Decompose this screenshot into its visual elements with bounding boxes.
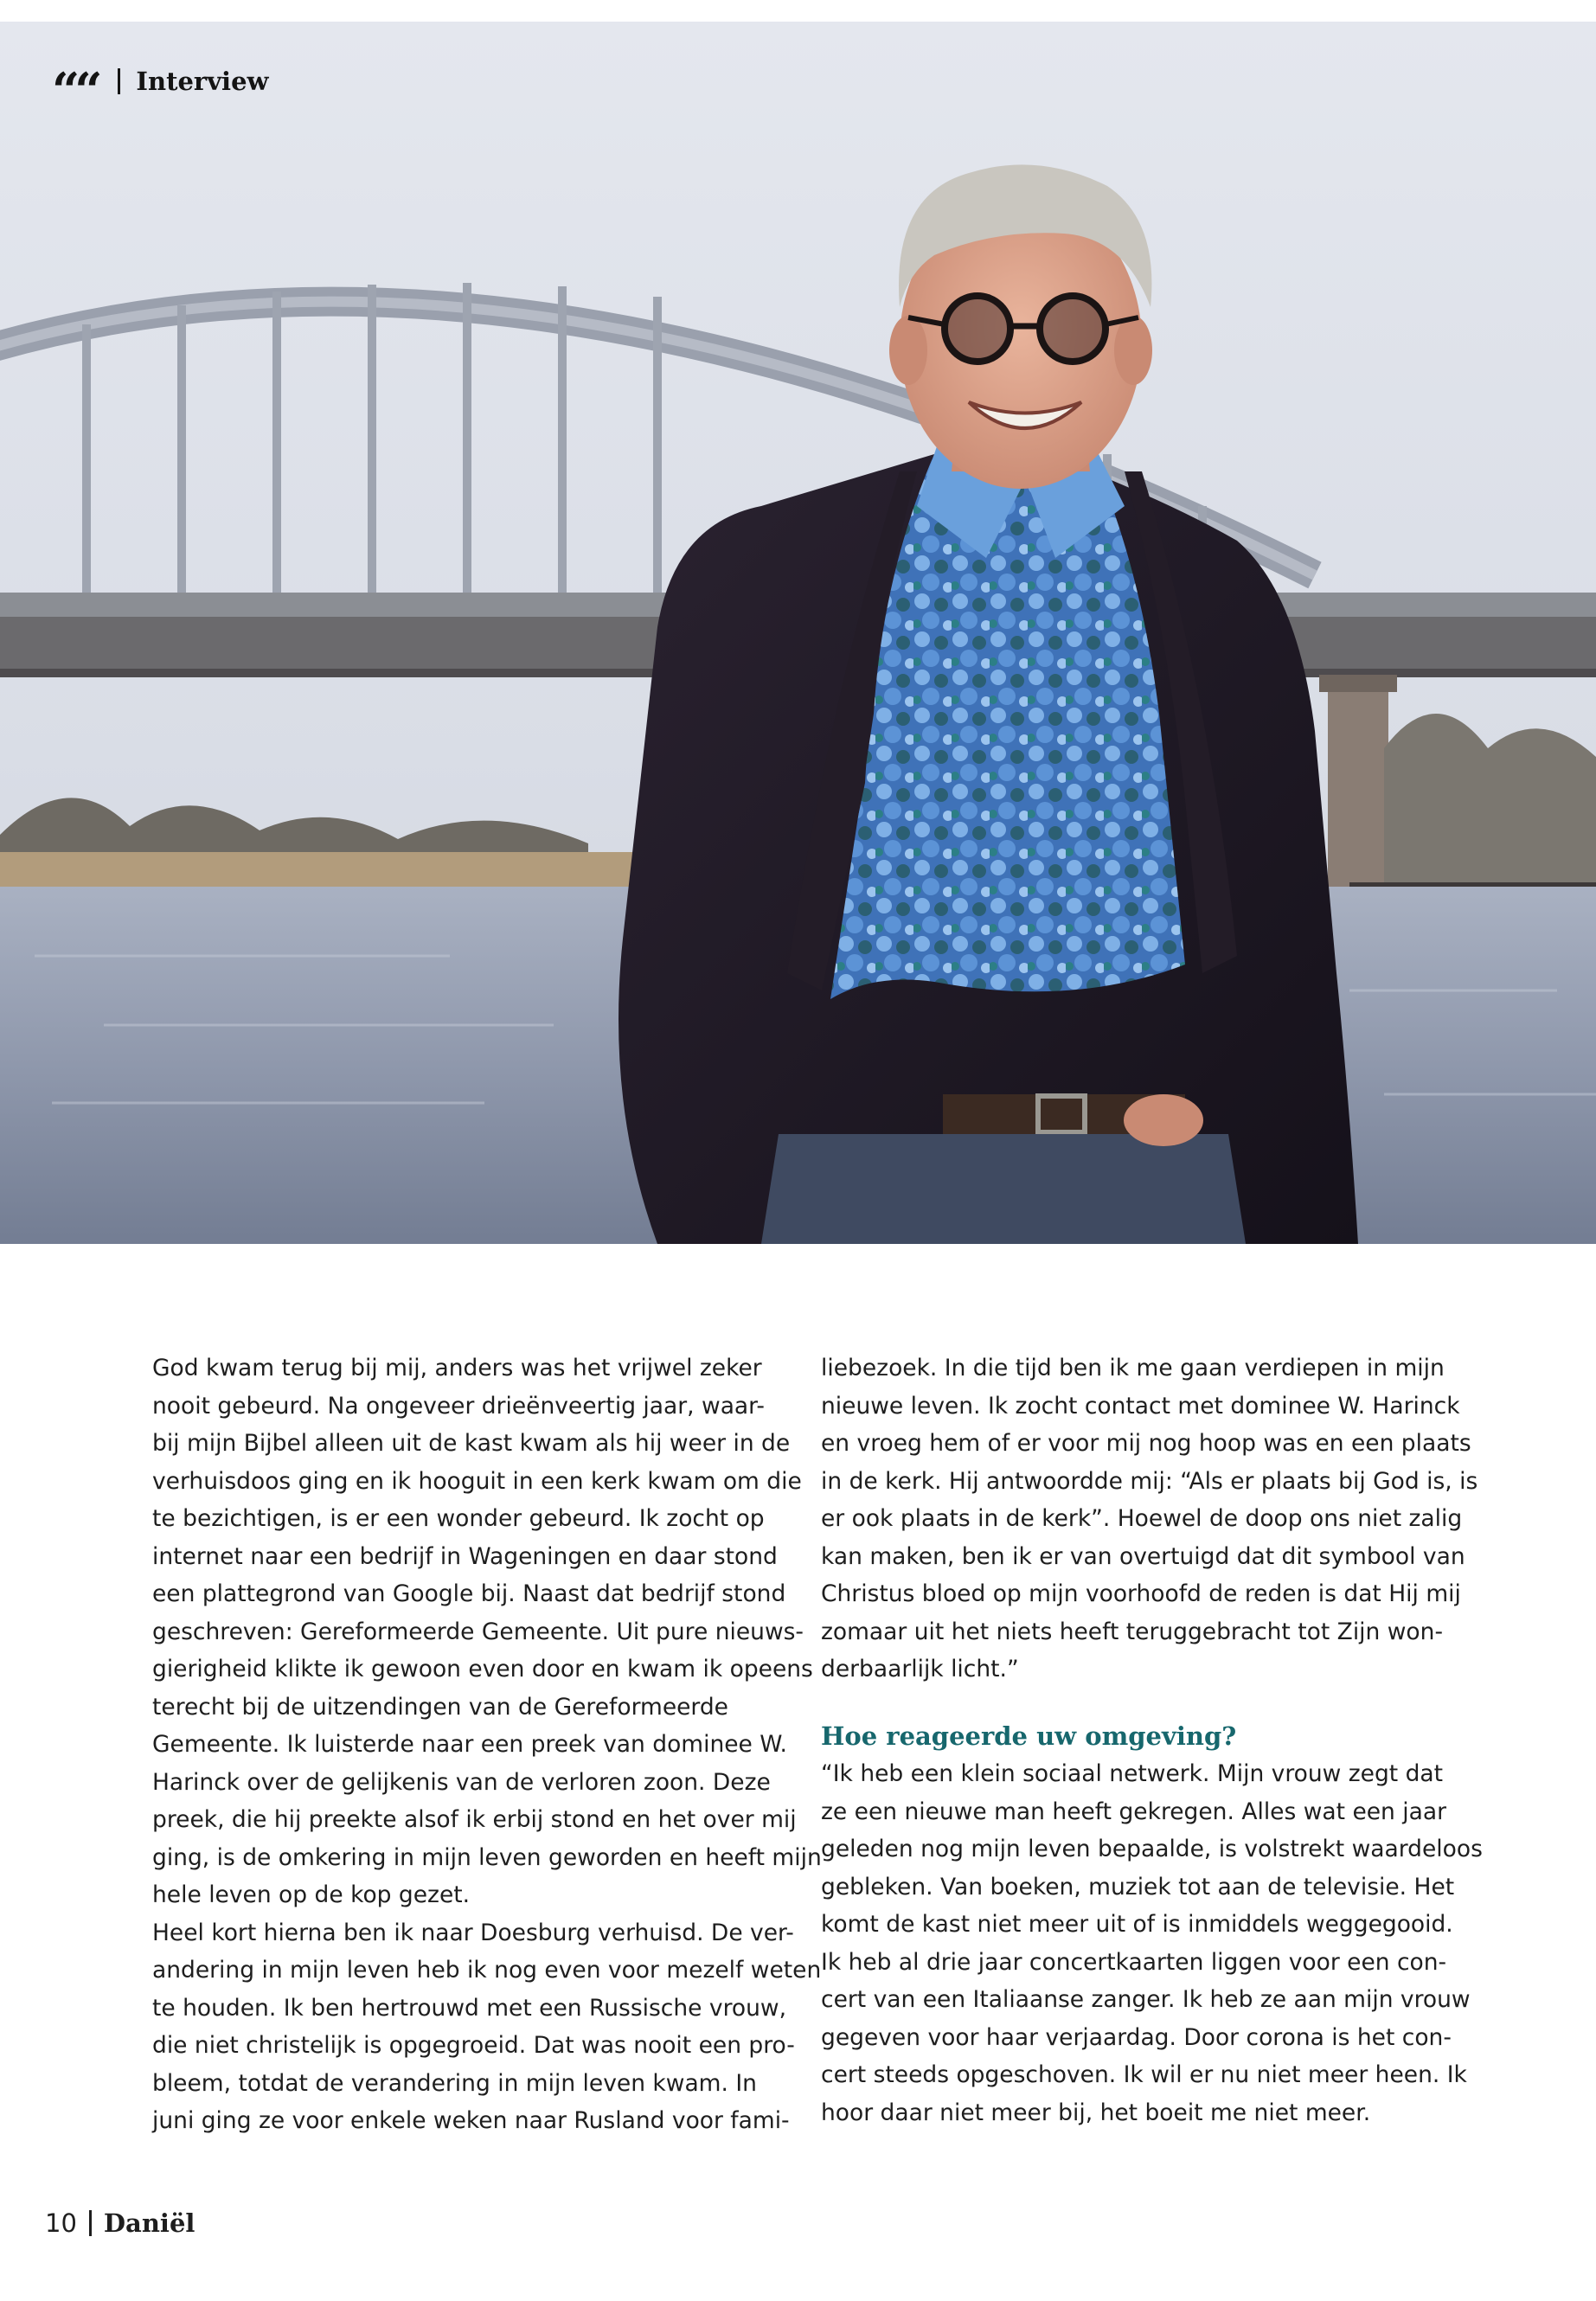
text-line: geleden nog mijn leven bepaalde, is volstrekt waardeloos xyxy=(821,1836,1483,1862)
text-line: een plattegrond van Google bij. Naast dat bedrijf stond xyxy=(152,1580,786,1607)
text-line: cert steeds opgeschoven. Ik wil er nu niet meer heen. Ik xyxy=(821,2061,1467,2088)
subheading: Hoe reageerde uw omgeving? xyxy=(821,1721,1237,1751)
text-line: derbaarlijk licht.” xyxy=(821,1656,1019,1682)
hero-photo xyxy=(0,22,1596,1244)
text-line: Christus bloed op mijn voorhoofd de reden is dat Hij mij xyxy=(821,1580,1461,1607)
right-paragraph-2 xyxy=(821,1755,1483,2131)
text-line: bleem, totdat de verandering in mijn leven kwam. In xyxy=(152,2069,757,2097)
text-line: Ik heb al drie jaar concertkaarten liggen voor een con- xyxy=(821,1948,1447,1976)
page-footer xyxy=(45,2206,195,2240)
label-divider xyxy=(118,68,120,94)
text-line: er ook plaats in de kerk”. Hoewel de doop ons niet zalig xyxy=(821,1505,1463,1532)
section-title: Interview xyxy=(136,67,269,96)
text-line: terecht bij de uitzendingen van de Gereformeerde xyxy=(152,1693,728,1721)
text-line: zomaar uit het niets heeft teruggebracht tot Zijn won- xyxy=(821,1618,1444,1645)
text-line: die niet christelijk is opgegroeid. Dat was nooit een pro- xyxy=(152,2032,795,2059)
magazine-name: Daniël xyxy=(103,2208,195,2238)
text-line: liebezoek. In die tijd ben ik me gaan verdiepen in mijn xyxy=(821,1355,1445,1381)
page-number: 10 xyxy=(45,2208,77,2238)
right-column xyxy=(821,1349,1483,2131)
text-line: gebleken. Van boeken, muziek tot aan de televisie. Het xyxy=(821,1873,1455,1900)
text-line: juni ging ze voor enkele weken naar Rusland voor fami- xyxy=(152,2107,790,2134)
text-line: hoor daar niet meer bij, het boeit me niet meer. xyxy=(821,2099,1371,2126)
text-line: nieuwe leven. Ik zocht contact met dominee W. Harinck xyxy=(821,1392,1460,1420)
left-column xyxy=(152,1349,822,2140)
section-label xyxy=(52,60,269,119)
portrait-photo xyxy=(0,22,1596,1244)
text-line: internet naar een bedrijf in Wageningen en daar stond xyxy=(152,1542,778,1570)
text-line: geschreven: Gereformeerde Gemeente. Uit pure nieuws- xyxy=(152,1618,804,1645)
text-line: in de kerk. Hij antwoordde mij: “Als er plaats bij God is, is xyxy=(821,1467,1478,1495)
text-line: ging, is de omkering in mijn leven geworden en heeft mijn xyxy=(152,1843,822,1871)
footer-divider xyxy=(89,2210,92,2236)
text-line: hele leven op de kop gezet. xyxy=(152,1881,471,1908)
text-line: andering in mijn leven heb ik nog even voor mezelf weten xyxy=(152,1957,822,1984)
text-line: Harinck over de gelijkenis van de verloren zoon. Deze xyxy=(152,1768,771,1796)
text-line: gierigheid klikte ik gewoon even door en kwam ik opeens xyxy=(152,1656,813,1682)
text-line: God kwam terug bij mij, anders was het vrijwel zeker xyxy=(152,1355,762,1381)
text-line: te bezichtigen, is er een wonder gebeurd. Ik zocht op xyxy=(152,1505,765,1532)
left-paragraph-2 xyxy=(152,1914,822,2140)
text-line: gegeven voor haar verjaardag. Door corona is het con- xyxy=(821,2023,1452,2051)
text-line: ze een nieuwe man heeft gekregen. Alles wat een jaar xyxy=(821,1798,1447,1825)
text-line: Heel kort hierna ben ik naar Doesburg verhuisd. De ver- xyxy=(152,1919,794,1946)
double-quote-icon: ““ xyxy=(52,62,98,119)
text-line: komt de kast niet meer uit of is inmiddels weggegooid. xyxy=(821,1911,1453,1938)
text-line: preek, die hij preekte alsof ik erbij stond en het over mij xyxy=(152,1806,797,1833)
text-line: cert van een Italiaanse zanger. Ik heb ze aan mijn vrouw xyxy=(821,1986,1471,2013)
text-line: te houden. Ik ben hertrouwd met een Russische vrouw, xyxy=(152,1994,786,2022)
text-line: kan maken, ben ik er van overtuigd dat dit symbool van xyxy=(821,1542,1465,1570)
text-line: en vroeg hem of er voor mij nog hoop was en een plaats xyxy=(821,1430,1471,1457)
text-line: nooit gebeurd. Na ongeveer drieënveertig jaar, waar- xyxy=(152,1392,765,1420)
text-line: “Ik heb een klein sociaal netwerk. Mijn vrouw zegt dat xyxy=(821,1760,1444,1787)
text-line: bij mijn Bijbel alleen uit de kast kwam als hij weer in de xyxy=(152,1430,791,1457)
text-line: verhuisdoos ging en ik hooguit in een kerk kwam om die xyxy=(152,1467,802,1495)
left-paragraph-1 xyxy=(152,1349,822,1914)
right-paragraph-1 xyxy=(821,1349,1478,1689)
text-line: Gemeente. Ik luisterde naar een preek van dominee W. xyxy=(152,1731,787,1758)
